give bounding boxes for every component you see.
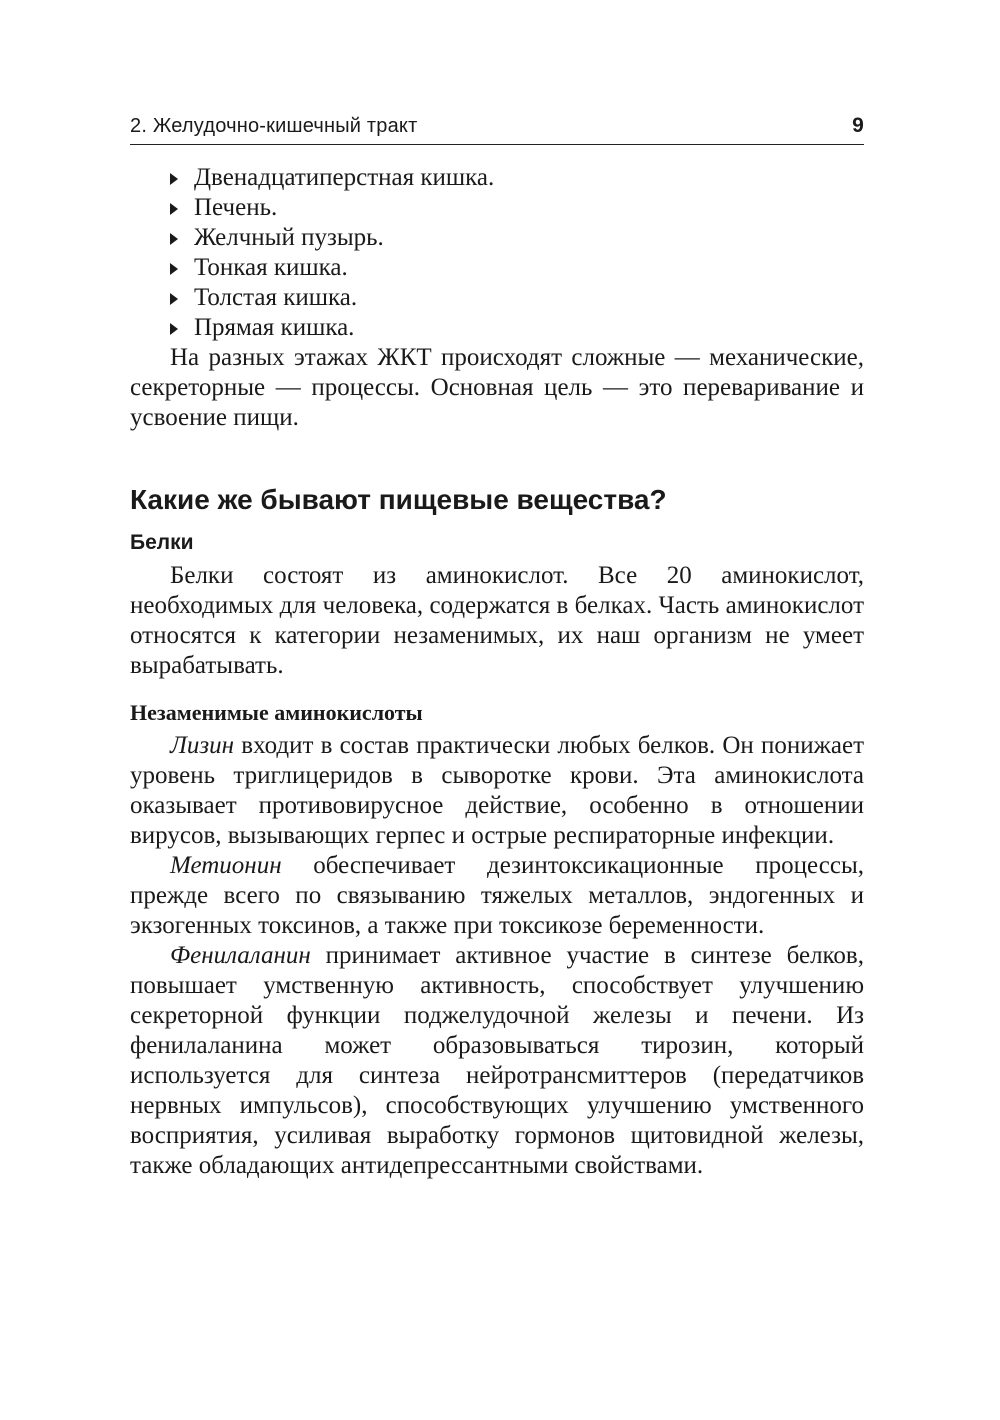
amino-acid-paragraph: [130, 941, 864, 1181]
intro-paragraph: На разных этажах ЖКТ происходят сложные — механические, секреторные — процессы. Основная цель — это переваривание и усвоение пищи.: [130, 344, 864, 431]
running-header: [130, 112, 864, 145]
list-item-text: Тонкая кишка.: [194, 254, 348, 281]
list-item-text: Двенадцатиперстная кишка.: [194, 164, 495, 191]
triangle-bullet-icon: [170, 293, 178, 305]
amino-acid-description: обеспечивает дезинтоксикационные процессы, прежде всего по связыванию тяжелых металлов, эндогенных и экзогенных токсинов, а также при токсикозе беременности.: [130, 852, 864, 939]
triangle-bullet-icon: [170, 323, 178, 335]
list-item: [170, 313, 864, 343]
list-item: [170, 193, 864, 223]
triangle-bullet-icon: [170, 263, 178, 275]
triangle-bullet-icon: [170, 203, 178, 215]
list-item: [170, 283, 864, 313]
subsection-title: Белки: [130, 531, 194, 554]
amino-acid-term: Лизин: [170, 732, 235, 759]
book-page: [130, 112, 864, 1181]
list-item: [170, 163, 864, 193]
list-item: [170, 223, 864, 253]
list-item-text: Печень.: [194, 194, 278, 221]
amino-acid-term: Фенилаланин: [170, 942, 311, 969]
organ-list: [130, 163, 864, 343]
triangle-bullet-icon: [170, 233, 178, 245]
amino-acid-description: входит в состав практически любых белков. Он понижает уровень триглицеридов в сыворотке крови. Эта аминокислота оказывает противовирусное действие, особенно в отношении вирусов, вызывающих герпес и острые респираторные инфекции.: [130, 732, 864, 849]
chapter-title: 2. Желудочно-кишечный тракт: [130, 115, 418, 137]
list-item-text: Прямая кишка.: [194, 314, 355, 341]
amino-acid-paragraph: [130, 731, 864, 851]
subsubsection-title: Незаменимые аминокислоты: [130, 700, 423, 725]
page-number: 9: [852, 114, 864, 137]
proteins-paragraph: Белки состоят из аминокислот. Все 20 аминокислот, необходимых для человека, содержатся в белках. Часть аминокислот относятся к категории незаменимых, их наш организм не умеет вырабатывать.: [130, 562, 864, 679]
list-item-text: Желчный пузырь.: [194, 224, 384, 251]
list-item: [170, 253, 864, 283]
amino-acid-term: Метионин: [170, 852, 282, 879]
amino-acid-paragraph: [130, 851, 864, 941]
section-title: Какие же бывают пищевые вещества?: [130, 484, 667, 515]
amino-acid-description: принимает активное участие в синтезе белков, повышает умственную активность, способствует улучшению секреторной функции поджелудочной железы и печени. Из фенилаланина может образовываться тирозин, который используется для синтеза нейротрансмиттеров (передатчиков нервных импульсов), способствующих улучшению умственного восприятия, усиливая выработку гормонов щитовидной железы, также обладающих антидепрессантными свойствами.: [130, 942, 864, 1179]
list-item-text: Толстая кишка.: [194, 284, 358, 311]
triangle-bullet-icon: [170, 173, 178, 185]
